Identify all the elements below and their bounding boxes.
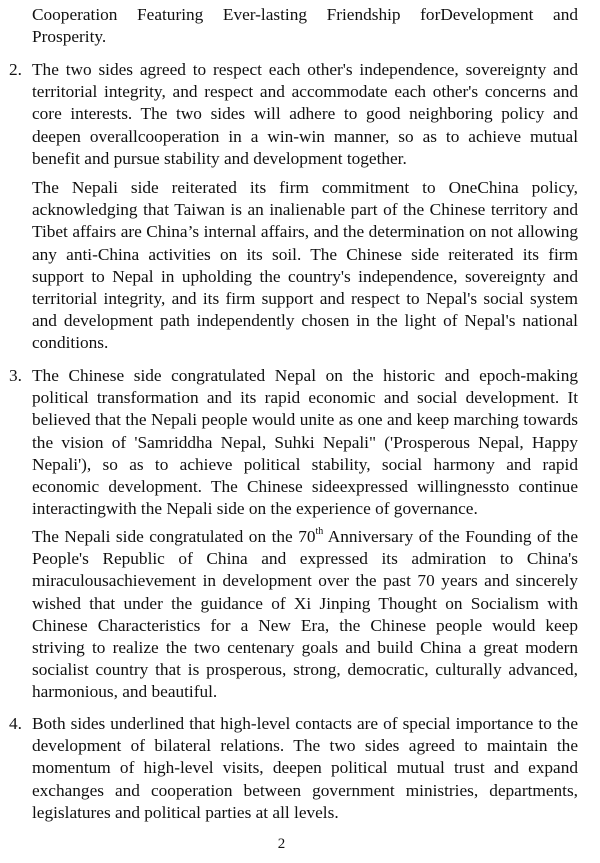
item-3-paragraph-1: The Chinese side congratulated Nepal on the historic and epoch-making political transformation and its rapid economic and social development. It believed that the Nepali people would unite as one and keep marching towards the vision of 'Samriddha Nepal, Suhki Nepali" ('Prosperous Nepal, Happy Nepali'), so as to achieve political stability, social harmony and rapid economic development. The Chinese sideexpressed willingnessto continue interactingwith the Nepali side on the experience of governance. — [32, 366, 578, 519]
page-number: 2 — [277, 836, 286, 852]
paragraph-text: Anniversary of the Founding of the People's Republic of China and expressed its admiration to China's miraculousachievement in development over the past 70 years and sincerely wished that under the guidance of Xi Jinping Thought on Socialism with Chinese Characteristics for a New Era, the Chinese people would keep striving to realize the two centenary goals and build China a great modern socialist country that is prosperous, strong, democratic, culturally advanced, harmonious, and beautiful. — [32, 527, 578, 702]
continuation-paragraph: Cooperation Featuring Ever-lasting Friendship forDevelopment and Prosperity. — [32, 5, 578, 47]
ordinal-superscript: th — [315, 526, 324, 538]
item-2-paragraph-1: The two sides agreed to respect each other's independence, sovereignty and territorial integrity, and respect and accommodate each other's concerns and core interests. The two sides will adhere to good neighboring policy and deepen overallcooperation in a win-win manner, so as to achieve mutual benefit and pursue stability and development together. — [32, 60, 578, 168]
paragraph-text: The Nepali side congratulated on the 70 — [32, 527, 316, 546]
item-number: 2. — [9, 60, 22, 79]
item-4-paragraph-1: Both sides underlined that high-level contacts are of special importance to the development of bilateral relations. The two sides agreed to maintain the momentum of high-level visits, deepen political mutual trust and expand exchanges and cooperation between government ministries, departments, legislatures and political parties at all levels. — [32, 714, 578, 822]
item-number: 3. — [9, 366, 22, 385]
item-number: 4. — [9, 714, 22, 733]
item-3-paragraph-2 — [32, 526, 578, 704]
item-2-paragraph-2: The Nepali side reiterated its firm commitment to OneChina policy, acknowledging that Taiwan is an inalienable part of the Chinese territory and Tibet affairs are China’s internal affairs, and the determination on not allowing any anti-China activities on its soil. The Chinese side reiterated its firm support to Nepal in upholding the country's independence, sovereignty and territorial integrity, and its firm support and respect to Nepal's social system and development path independently chosen in the light of Nepal's national conditions. — [32, 178, 578, 353]
